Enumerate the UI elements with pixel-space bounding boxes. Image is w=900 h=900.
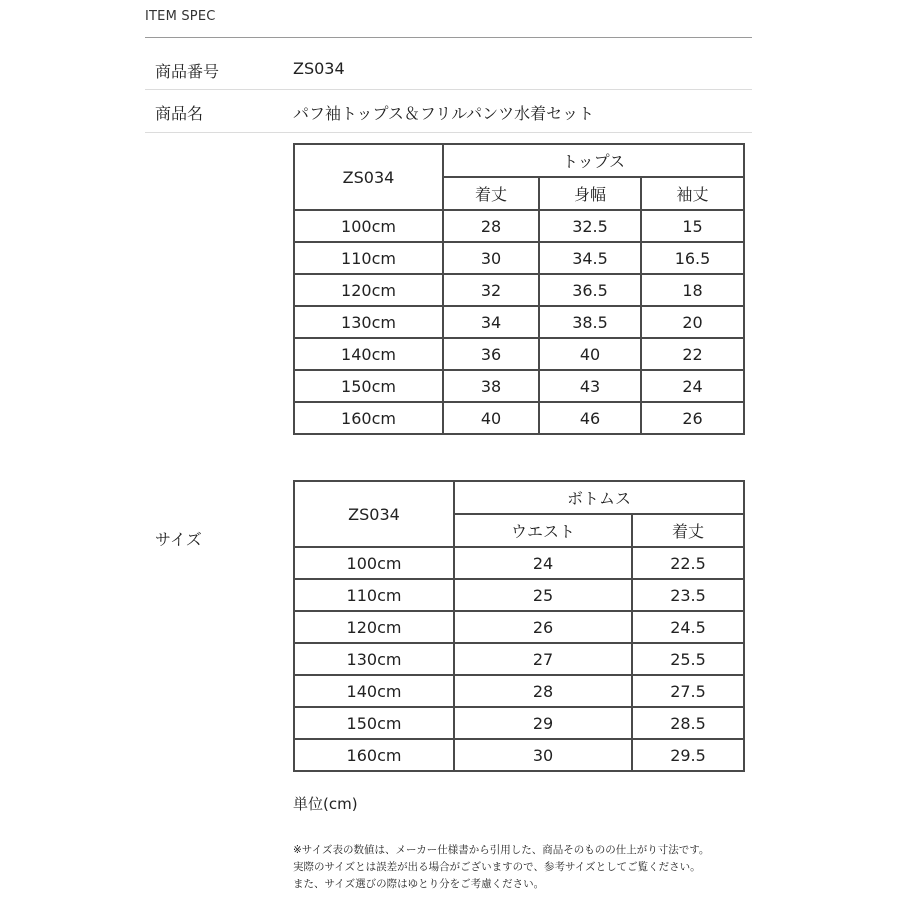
tops-value-cell: 46 bbox=[539, 402, 641, 434]
bottoms-value-cell: 25 bbox=[454, 579, 632, 611]
bottoms-value-cell: 27 bbox=[454, 643, 632, 675]
bottoms-size-table bbox=[293, 480, 745, 772]
tops-size-cell: 100cm bbox=[294, 210, 443, 242]
tops-value-cell: 24 bbox=[641, 370, 744, 402]
bottoms-value-cell: 22.5 bbox=[632, 547, 744, 579]
tops-group-cell: トップス bbox=[443, 144, 744, 177]
tops-size-table bbox=[293, 143, 745, 435]
table-row bbox=[294, 402, 744, 434]
tops-value-cell: 43 bbox=[539, 370, 641, 402]
size-label: サイズ bbox=[155, 530, 202, 549]
tops-value-cell: 20 bbox=[641, 306, 744, 338]
tops-col-header: 着丈 bbox=[443, 177, 539, 210]
tops-value-cell: 34 bbox=[443, 306, 539, 338]
bottoms-col-header: ウエスト bbox=[454, 514, 632, 547]
bottoms-size-cell: 120cm bbox=[294, 611, 454, 643]
table-row bbox=[294, 242, 744, 274]
bottoms-value-cell: 30 bbox=[454, 739, 632, 771]
table-row bbox=[294, 547, 744, 579]
bottoms-value-cell: 25.5 bbox=[632, 643, 744, 675]
table-row bbox=[294, 675, 744, 707]
table-row bbox=[294, 739, 744, 771]
tops-value-cell: 26 bbox=[641, 402, 744, 434]
tops-value-cell: 28 bbox=[443, 210, 539, 242]
product-number-value: ZS034 bbox=[293, 59, 345, 78]
row-divider bbox=[145, 89, 752, 90]
note-line: ※サイズ表の数値は、メーカー仕様書から引用した、商品そのものの仕上がり寸法です。 bbox=[293, 844, 710, 856]
bottoms-size-cell: 110cm bbox=[294, 579, 454, 611]
note-line: 実際のサイズとは誤差が出る場合がございますので、参考サイズとしてご覧ください。 bbox=[293, 861, 701, 873]
tops-value-cell: 36 bbox=[443, 338, 539, 370]
bottoms-value-cell: 23.5 bbox=[632, 579, 744, 611]
bottoms-value-cell: 29.5 bbox=[632, 739, 744, 771]
tops-col-header: 袖丈 bbox=[641, 177, 744, 210]
size-notes bbox=[293, 842, 753, 893]
bottoms-value-cell: 29 bbox=[454, 707, 632, 739]
table-row bbox=[294, 274, 744, 306]
table-row bbox=[294, 210, 744, 242]
table-row bbox=[294, 338, 744, 370]
tops-value-cell: 34.5 bbox=[539, 242, 641, 274]
tops-value-cell: 40 bbox=[539, 338, 641, 370]
tops-value-cell: 32.5 bbox=[539, 210, 641, 242]
tops-value-cell: 22 bbox=[641, 338, 744, 370]
bottoms-group-cell: ボトムス bbox=[454, 481, 744, 514]
bottoms-col-header: 着丈 bbox=[632, 514, 744, 547]
tops-value-cell: 30 bbox=[443, 242, 539, 274]
tops-size-cell: 160cm bbox=[294, 402, 443, 434]
tops-value-cell: 16.5 bbox=[641, 242, 744, 274]
bottoms-size-cell: 140cm bbox=[294, 675, 454, 707]
unit-note: 単位(cm) bbox=[293, 795, 358, 813]
product-name-value: パフ袖トップス＆フリルパンツ水着セット bbox=[293, 104, 595, 123]
bottoms-model-cell: ZS034 bbox=[294, 481, 454, 547]
bottoms-value-cell: 24.5 bbox=[632, 611, 744, 643]
bottoms-value-cell: 28.5 bbox=[632, 707, 744, 739]
tops-value-cell: 32 bbox=[443, 274, 539, 306]
tops-value-cell: 18 bbox=[641, 274, 744, 306]
table-row bbox=[294, 306, 744, 338]
tops-size-cell: 110cm bbox=[294, 242, 443, 274]
bottoms-size-cell: 130cm bbox=[294, 643, 454, 675]
item-spec-title: ITEM SPEC bbox=[145, 9, 216, 24]
tops-col-header: 身幅 bbox=[539, 177, 641, 210]
tops-value-cell: 38.5 bbox=[539, 306, 641, 338]
bottoms-value-cell: 24 bbox=[454, 547, 632, 579]
tops-size-cell: 120cm bbox=[294, 274, 443, 306]
tops-size-cell: 130cm bbox=[294, 306, 443, 338]
table-header-row bbox=[294, 144, 744, 177]
note-line: また、サイズ選びの際はゆとり分をご考慮ください。 bbox=[293, 878, 545, 890]
bottoms-size-cell: 160cm bbox=[294, 739, 454, 771]
tops-value-cell: 40 bbox=[443, 402, 539, 434]
table-row bbox=[294, 579, 744, 611]
tops-model-cell: ZS034 bbox=[294, 144, 443, 210]
product-name-label: 商品名 bbox=[155, 104, 204, 123]
bottoms-value-cell: 27.5 bbox=[632, 675, 744, 707]
bottoms-value-cell: 26 bbox=[454, 611, 632, 643]
tops-value-cell: 36.5 bbox=[539, 274, 641, 306]
table-row bbox=[294, 611, 744, 643]
bottoms-value-cell: 28 bbox=[454, 675, 632, 707]
tops-value-cell: 15 bbox=[641, 210, 744, 242]
table-row bbox=[294, 370, 744, 402]
tops-size-cell: 140cm bbox=[294, 338, 443, 370]
bottoms-size-cell: 100cm bbox=[294, 547, 454, 579]
table-row bbox=[294, 643, 744, 675]
bottoms-size-cell: 150cm bbox=[294, 707, 454, 739]
item-spec-header bbox=[145, 9, 752, 38]
tops-value-cell: 38 bbox=[443, 370, 539, 402]
product-number-label: 商品番号 bbox=[155, 62, 220, 81]
table-header-row bbox=[294, 481, 744, 514]
table-row bbox=[294, 707, 744, 739]
row-divider bbox=[145, 132, 752, 133]
tops-size-cell: 150cm bbox=[294, 370, 443, 402]
